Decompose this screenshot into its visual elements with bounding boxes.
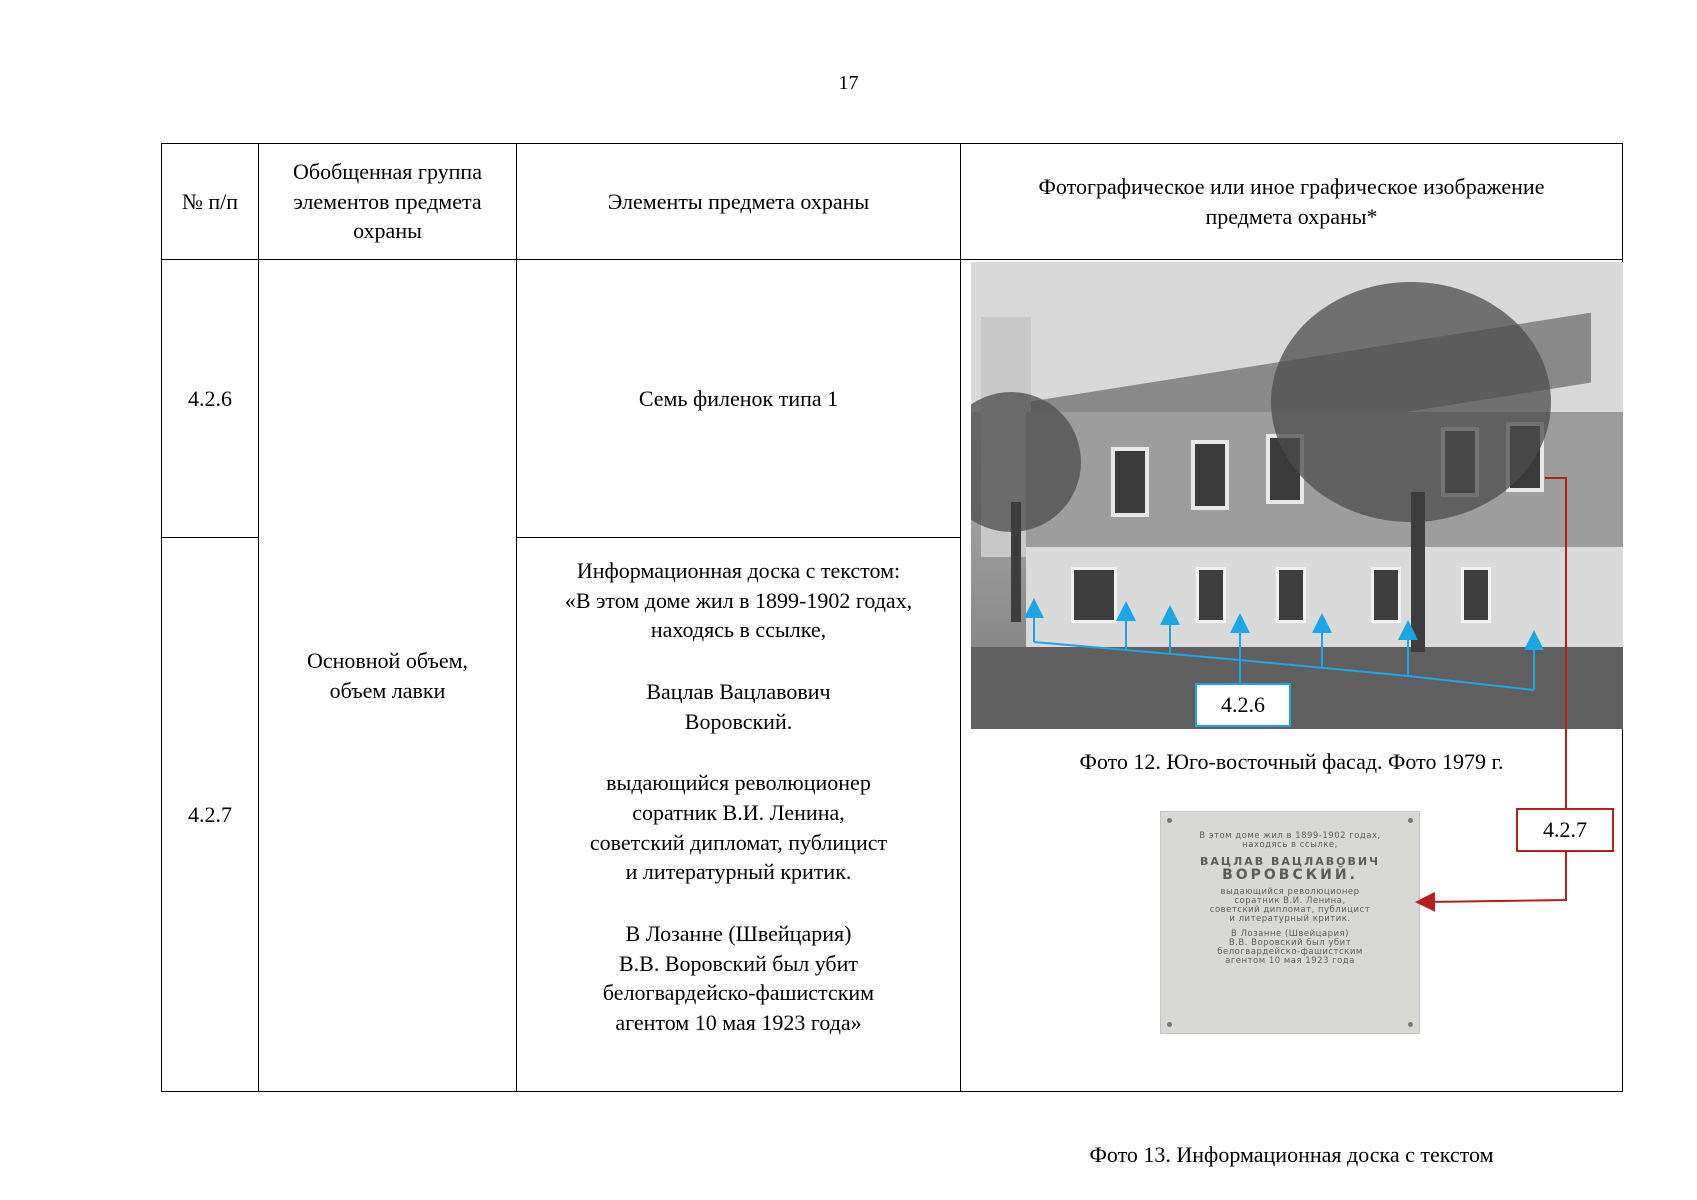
- text-line: Информационная доска с текстом:: [576, 557, 901, 583]
- text-line: В.В. Воровский был убит: [618, 950, 859, 976]
- row-elements-text: [517, 537, 961, 1091]
- row-num: 4.2.6: [162, 260, 259, 538]
- text-line: «В этом доме жил в 1899-1902 годах,: [564, 587, 913, 613]
- text-line: В Лозанне (Швейцария): [625, 921, 852, 946]
- plaque-line: белогвардейско-фашистским: [1217, 946, 1363, 957]
- protection-table: [161, 143, 1622, 1168]
- text-line: выдающийся революционер: [606, 770, 871, 796]
- header-group: Обобщенная группа элементов предмета охраны: [259, 144, 517, 260]
- plaque-line: В Лозанне (Швейцария): [1231, 929, 1349, 939]
- photo-cell: [961, 260, 1623, 1168]
- header-num: № п/п: [162, 144, 259, 260]
- text-line: и литературный критик.: [625, 859, 852, 885]
- text-line: белогвардейско-фашистским: [602, 980, 875, 1006]
- header-row: [162, 144, 1623, 260]
- text-line: советский дипломат, публицист: [589, 829, 888, 855]
- plaque-line: находясь в ссылке,: [1242, 840, 1338, 851]
- plaque-line: выдающийся революционер: [1220, 887, 1360, 898]
- facade-photo: [971, 262, 1623, 729]
- plaque-line: ВАЦЛАВ ВАЦЛАВОВИЧ: [1200, 855, 1380, 869]
- text-line: Вацлав Вацлавович: [646, 678, 831, 704]
- table-row: [162, 260, 1623, 538]
- row-num: 4.2.7: [162, 537, 259, 1091]
- label-426: 4.2.6: [1195, 683, 1291, 727]
- plaque-line: В.В. Воровский был убит: [1228, 937, 1352, 948]
- text-line: Воровский.: [684, 708, 793, 734]
- plaque-photo: [1160, 811, 1420, 1034]
- plaque-line: и литературный критик.: [1229, 914, 1351, 925]
- header-elements: Элементы предмета охраны: [517, 144, 961, 260]
- plaque-line: соратник В.И. Ленина,: [1234, 896, 1346, 907]
- plaque-line: ВОРОВСКИЙ.: [1222, 866, 1358, 883]
- label-427: 4.2.7: [1516, 808, 1614, 852]
- row-elements: Семь филенок типа 1: [517, 260, 961, 538]
- plaque-line: агентом 10 мая 1923 года: [1225, 955, 1355, 966]
- group-cell: Основной объем, объем лавки: [259, 260, 517, 1092]
- text-line: соратник В.И. Ленина,: [632, 799, 845, 825]
- text-line: находясь в ссылке,: [650, 617, 827, 643]
- text-line: агентом 10 мая 1923 года»: [615, 1010, 862, 1036]
- page-number: 17: [838, 72, 859, 94]
- plaque-line: советский дипломат, публицист: [1209, 905, 1371, 916]
- photo-caption-2: Фото 13. Информационная доска с текстом: [1089, 1142, 1494, 1168]
- header-image: Фотографическое или иное графическое изображение предмета охраны*: [961, 144, 1623, 260]
- photo-caption-1: Фото 12. Юго-восточный фасад. Фото 1979 г.: [1079, 749, 1504, 775]
- plaque-line: В этом доме жил в 1899-1902 годах,: [1199, 831, 1381, 842]
